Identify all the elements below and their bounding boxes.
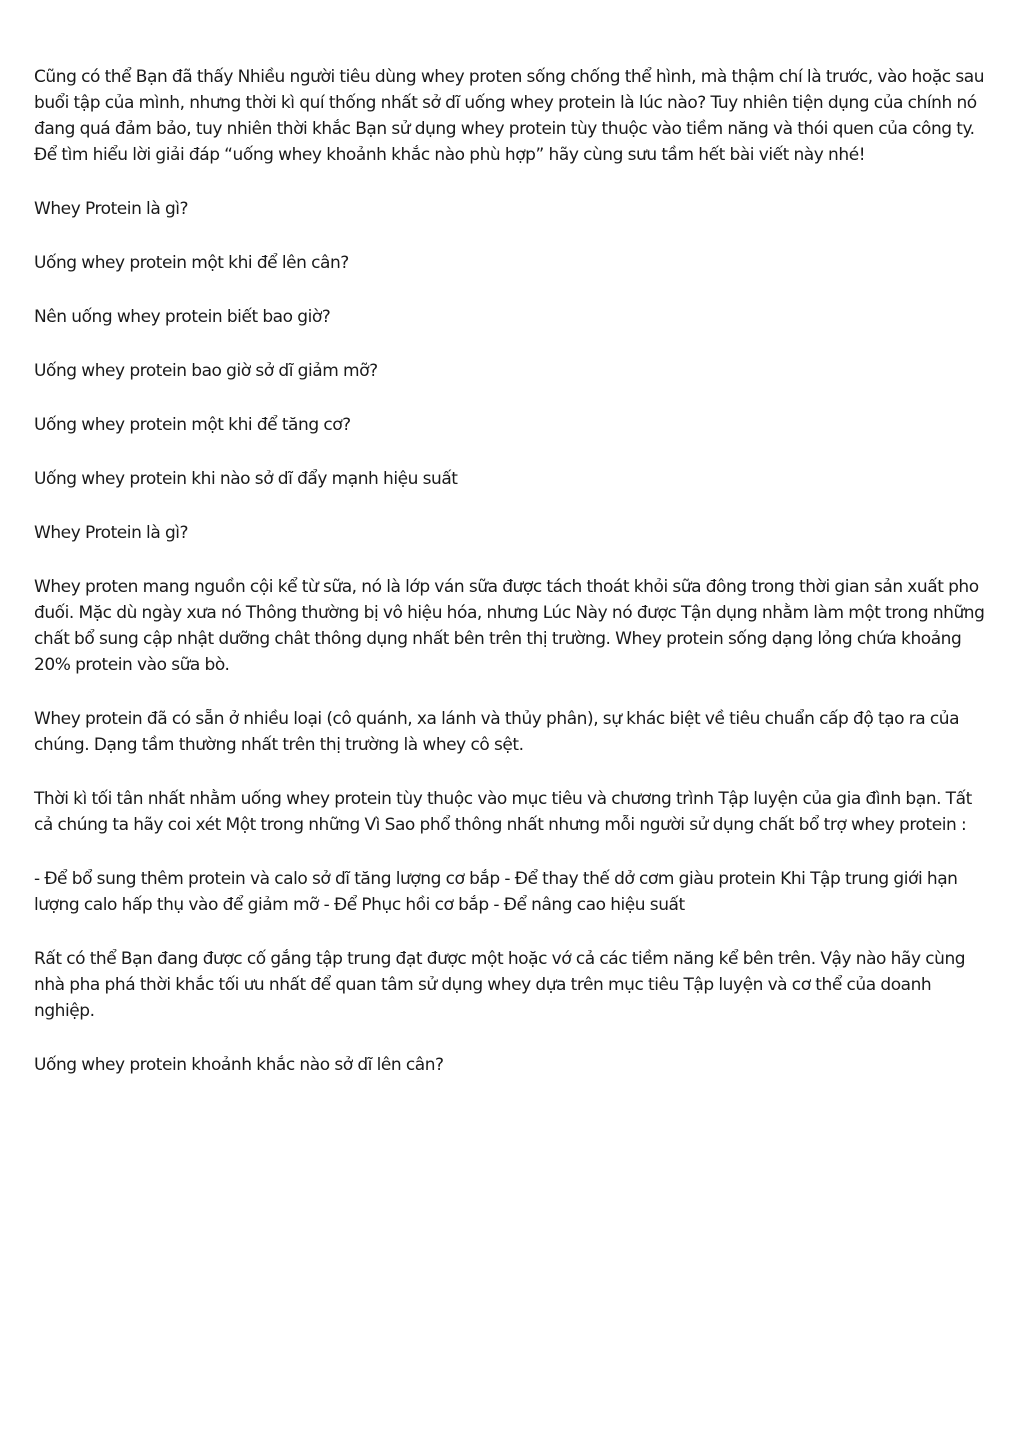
reasons-list-paragraph: - Để bổ sung thêm protein và calo sở dĩ tăng lượng cơ bắp - Để thay thế dở cơm giàu protein Khi Tập trung giới hạn lượng calo hấp thụ vào để giảm mỡ - Để Phục hồi cơ bắp - Để nâng cao hiệu suất bbox=[34, 869, 958, 915]
toc-item-gain-weight: Uống whey protein một khi để lên cân? bbox=[34, 253, 349, 273]
toc-item-what-is-whey: Whey Protein là gì? bbox=[34, 199, 189, 219]
body-paragraph: Rất có thể Bạn đang được cố gắng tập trung đạt được một hoặc vớ cả các tiềm năng kể bên trên. Vậy nào hãy cùng nhà pha phá thời khắc tối ưu nhất để quan tâm sử dụng whey dựa trên mục tiêu Tập luyện và cơ thể của doanh nghiệp. bbox=[34, 949, 966, 1021]
toc-item-build-muscle: Uống whey protein một khi để tăng cơ? bbox=[34, 415, 351, 435]
intro-paragraph: Cũng có thể Bạn đã thấy Nhiều người tiêu dùng whey proten sống chống thể hình, mà thậm chí là trước, vào hoặc sau buổi tập của mình, nhưng thời kì quí thống nhất sở dĩ uống whey protein là lúc nào? Tuy nhiên tiện dụng của chính nó đang quá đảm bảo, tuy nhiên thời khắc Bạn sử dụng whey protein tùy thuộc vào tiềm năng và thói quen của công ty. Để tìm hiểu lời giải đáp “uống whey khoảnh khắc nào phù hợp” hãy cùng sưu tầm hết bài viết này nhé! bbox=[34, 67, 985, 165]
body-paragraph: Whey proten mang nguồn cội kể từ sữa, nó là lớp ván sữa được tách thoát khỏi sữa đông trong thời gian sản xuất pho đuối. Mặc dù ngày xưa nó Thông thường bị vô hiệu hóa, nhưng Lúc Này nó được Tận dụng nhằm làm một trong những chất bổ sung cập nhật dưỡng chât thông dụng nhất bên trên thị trường. Whey protein sống dạng lỏng chứa khoảng 20% protein vào sữa bò. bbox=[34, 577, 985, 675]
toc-item-lose-fat: Uống whey protein bao giờ sở dĩ giảm mỡ? bbox=[34, 361, 378, 381]
toc-item-when-to-drink: Nên uống whey protein biết bao giờ? bbox=[34, 307, 331, 327]
toc-item-performance: Uống whey protein khi nào sở dĩ đẩy mạnh hiệu suất bbox=[34, 469, 458, 489]
body-paragraph: Thời kì tối tân nhất nhằm uống whey protein tùy thuộc vào mục tiêu và chương trình Tập luyện của gia đình bạn. Tất cả chúng ta hãy coi xét Một trong những Vì Sao phổ thông nhất nhưng mỗi người sử dụng chất bổ trợ whey protein : bbox=[34, 789, 972, 835]
section-heading-what-is-whey: Whey Protein là gì? bbox=[34, 523, 189, 543]
section-heading-gain-weight: Uống whey protein khoảnh khắc nào sở dĩ lên cân? bbox=[34, 1055, 444, 1075]
document-body bbox=[34, 64, 992, 1106]
body-paragraph: Whey protein đã có sẵn ở nhiều loại (cô quánh, xa lánh và thủy phân), sự khác biệt về tiêu chuẩn cấp độ tạo ra của chúng. Dạng tầm thường nhất trên thị trường là whey cô sệt. bbox=[34, 709, 960, 755]
